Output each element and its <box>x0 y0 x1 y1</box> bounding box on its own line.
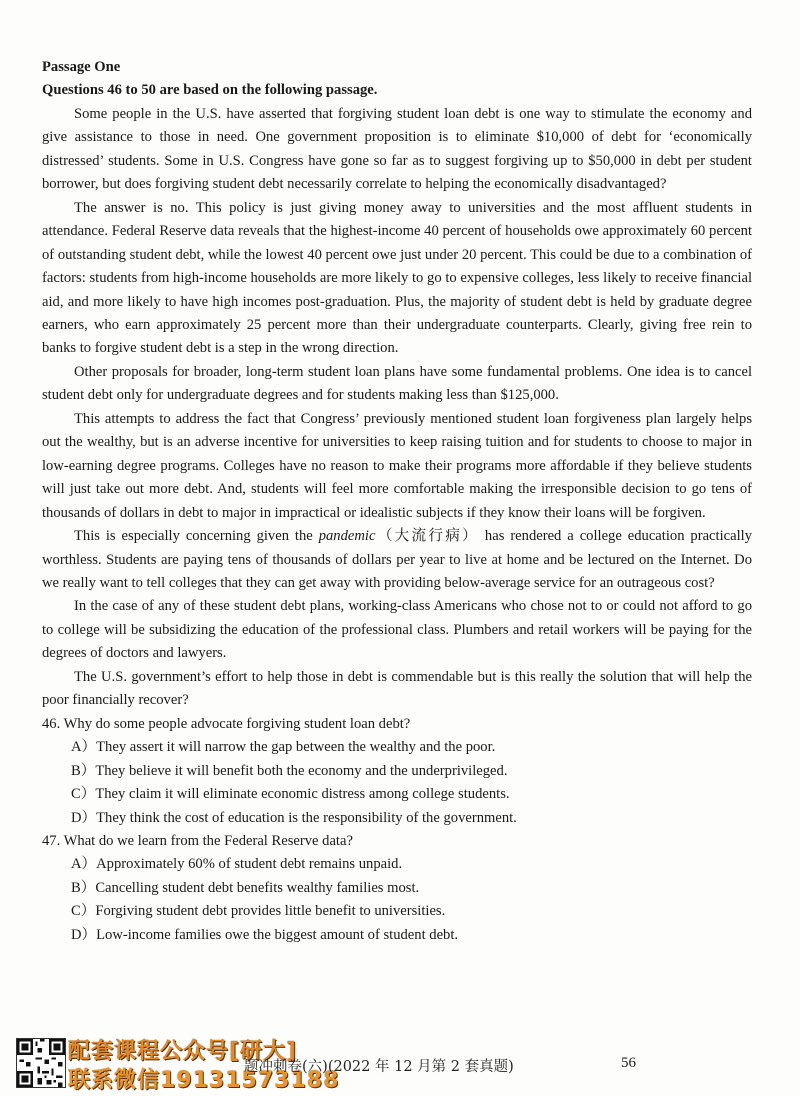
paragraph-5-start: This is especially concerning given the <box>74 528 319 545</box>
paragraph-5 <box>42 525 752 595</box>
question-47-option-a: A）Approximately 60% of student debt remains unpaid. <box>71 856 403 873</box>
watermark-line-2: 联系微信19131573188 <box>68 1068 340 1093</box>
qr-code-icon <box>16 1038 66 1088</box>
watermark-line-1: 配套课程公众号[研大] <box>68 1039 298 1064</box>
page-footer <box>0 1030 800 1096</box>
paragraph-3: Other proposals for broader, long-term student loan plans have some fundamental problems. One idea is to cancel student debt only for undergraduate degrees and for students making less than $125,000. <box>42 363 752 404</box>
question-46-stem: 46. Why do some people advocate forgiving student loan debt? <box>42 715 411 732</box>
question-46-option-b: B）They believe it will benefit both the economy and the underprivileged. <box>71 762 508 779</box>
paragraph-5-end: has rendered a college education practically worthless. Students are paying tens of thousands of dollars per year to live at home and be lectured on the Internet. Do we really want to tell colleges that they can get away with providing below-average service for an outrageous cost? <box>42 528 753 591</box>
passage-content <box>42 56 752 947</box>
paragraph-7: The U.S. government’s effort to help those in debt is commendable but is this really the solution that will help the poor financially recover? <box>42 668 752 709</box>
paragraph-6: In the case of any of these student debt plans, working-class Americans who chose not to or could not afford to go to college will be subsidizing the education of the professional class. Plumbers and retail workers will be paying for the degrees of doctors and lawyers. <box>42 598 752 662</box>
chinese-gloss: （大流行病） <box>375 528 479 545</box>
question-46-option-c: C）They claim it will eliminate economic distress among college students. <box>71 786 510 803</box>
footer-title: 题冲刺卷(六)(2022 年 12 月第 2 套真题) <box>244 1059 514 1075</box>
question-47-option-d: D）Low-income families owe the biggest amount of student debt. <box>71 926 459 943</box>
paragraph-4: This attempts to address the fact that Congress’ previously mentioned student loan forgiveness plan largely helps out the wealthy, but is an adverse incentive for universities to keep raising tuition and for students to choose to major in low-earning degree programs. Colleges have no reason to make their programs more affordable if they believe students will just take out more debt. And, students will feel more comfortable making the irresponsible decision to go tens of thousands of dollars in debt to major in impractical or idealistic subjects if they know their loans will be forgiven. <box>42 410 752 521</box>
question-46-option-a: A）They assert it will narrow the gap between the wealthy and the poor. <box>71 739 496 756</box>
question-47-option-c: C）Forgiving student debt provides little benefit to universities. <box>71 903 446 920</box>
paragraph-1: Some people in the U.S. have asserted that forgiving student loan debt is one way to stimulate the economy and give assistance to those in need. One government proposition is to eliminate $10,000 of debt for ‘economically distressed’ students. Some in U.S. Congress have gone so far as to suggest forgiving up to $50,000 in debt per student borrower, but does forgiving student debt necessarily correlate to helping the economically disadvantaged? <box>42 105 752 193</box>
page-number: 56 <box>621 1055 636 1071</box>
glossed-word: pandemic <box>318 528 376 545</box>
question-46-option-d: D）They think the cost of education is the responsibility of the government. <box>71 809 517 826</box>
question-47-stem: 47. What do we learn from the Federal Reserve data? <box>42 832 353 849</box>
question-47-option-b: B）Cancelling student debt benefits wealthy families most. <box>71 879 420 896</box>
passage-title: Passage One <box>42 59 121 75</box>
passage-instruction: Questions 46 to 50 are based on the following passage. <box>42 82 378 99</box>
paragraph-2: The answer is no. This policy is just giving money away to universities and the most affluent students in attendance. Federal Reserve data reveals that the highest-income 40 percent of households owe approximately 60 percent of outstanding student debt, while the lowest 40 percent owe just under 20 percent. This could be due to a combination of factors: students from high-income households are more likely to go to expensive colleges, less likely to receive financial aid, and more likely to have high incomes post-graduation. Plus, the majority of student debt is held by graduate degree earners, who earn approximately 25 percent more than their undergraduate counterparts. Clearly, giving free rein to banks to forgive student debt is a step in the wrong direction. <box>42 199 752 357</box>
